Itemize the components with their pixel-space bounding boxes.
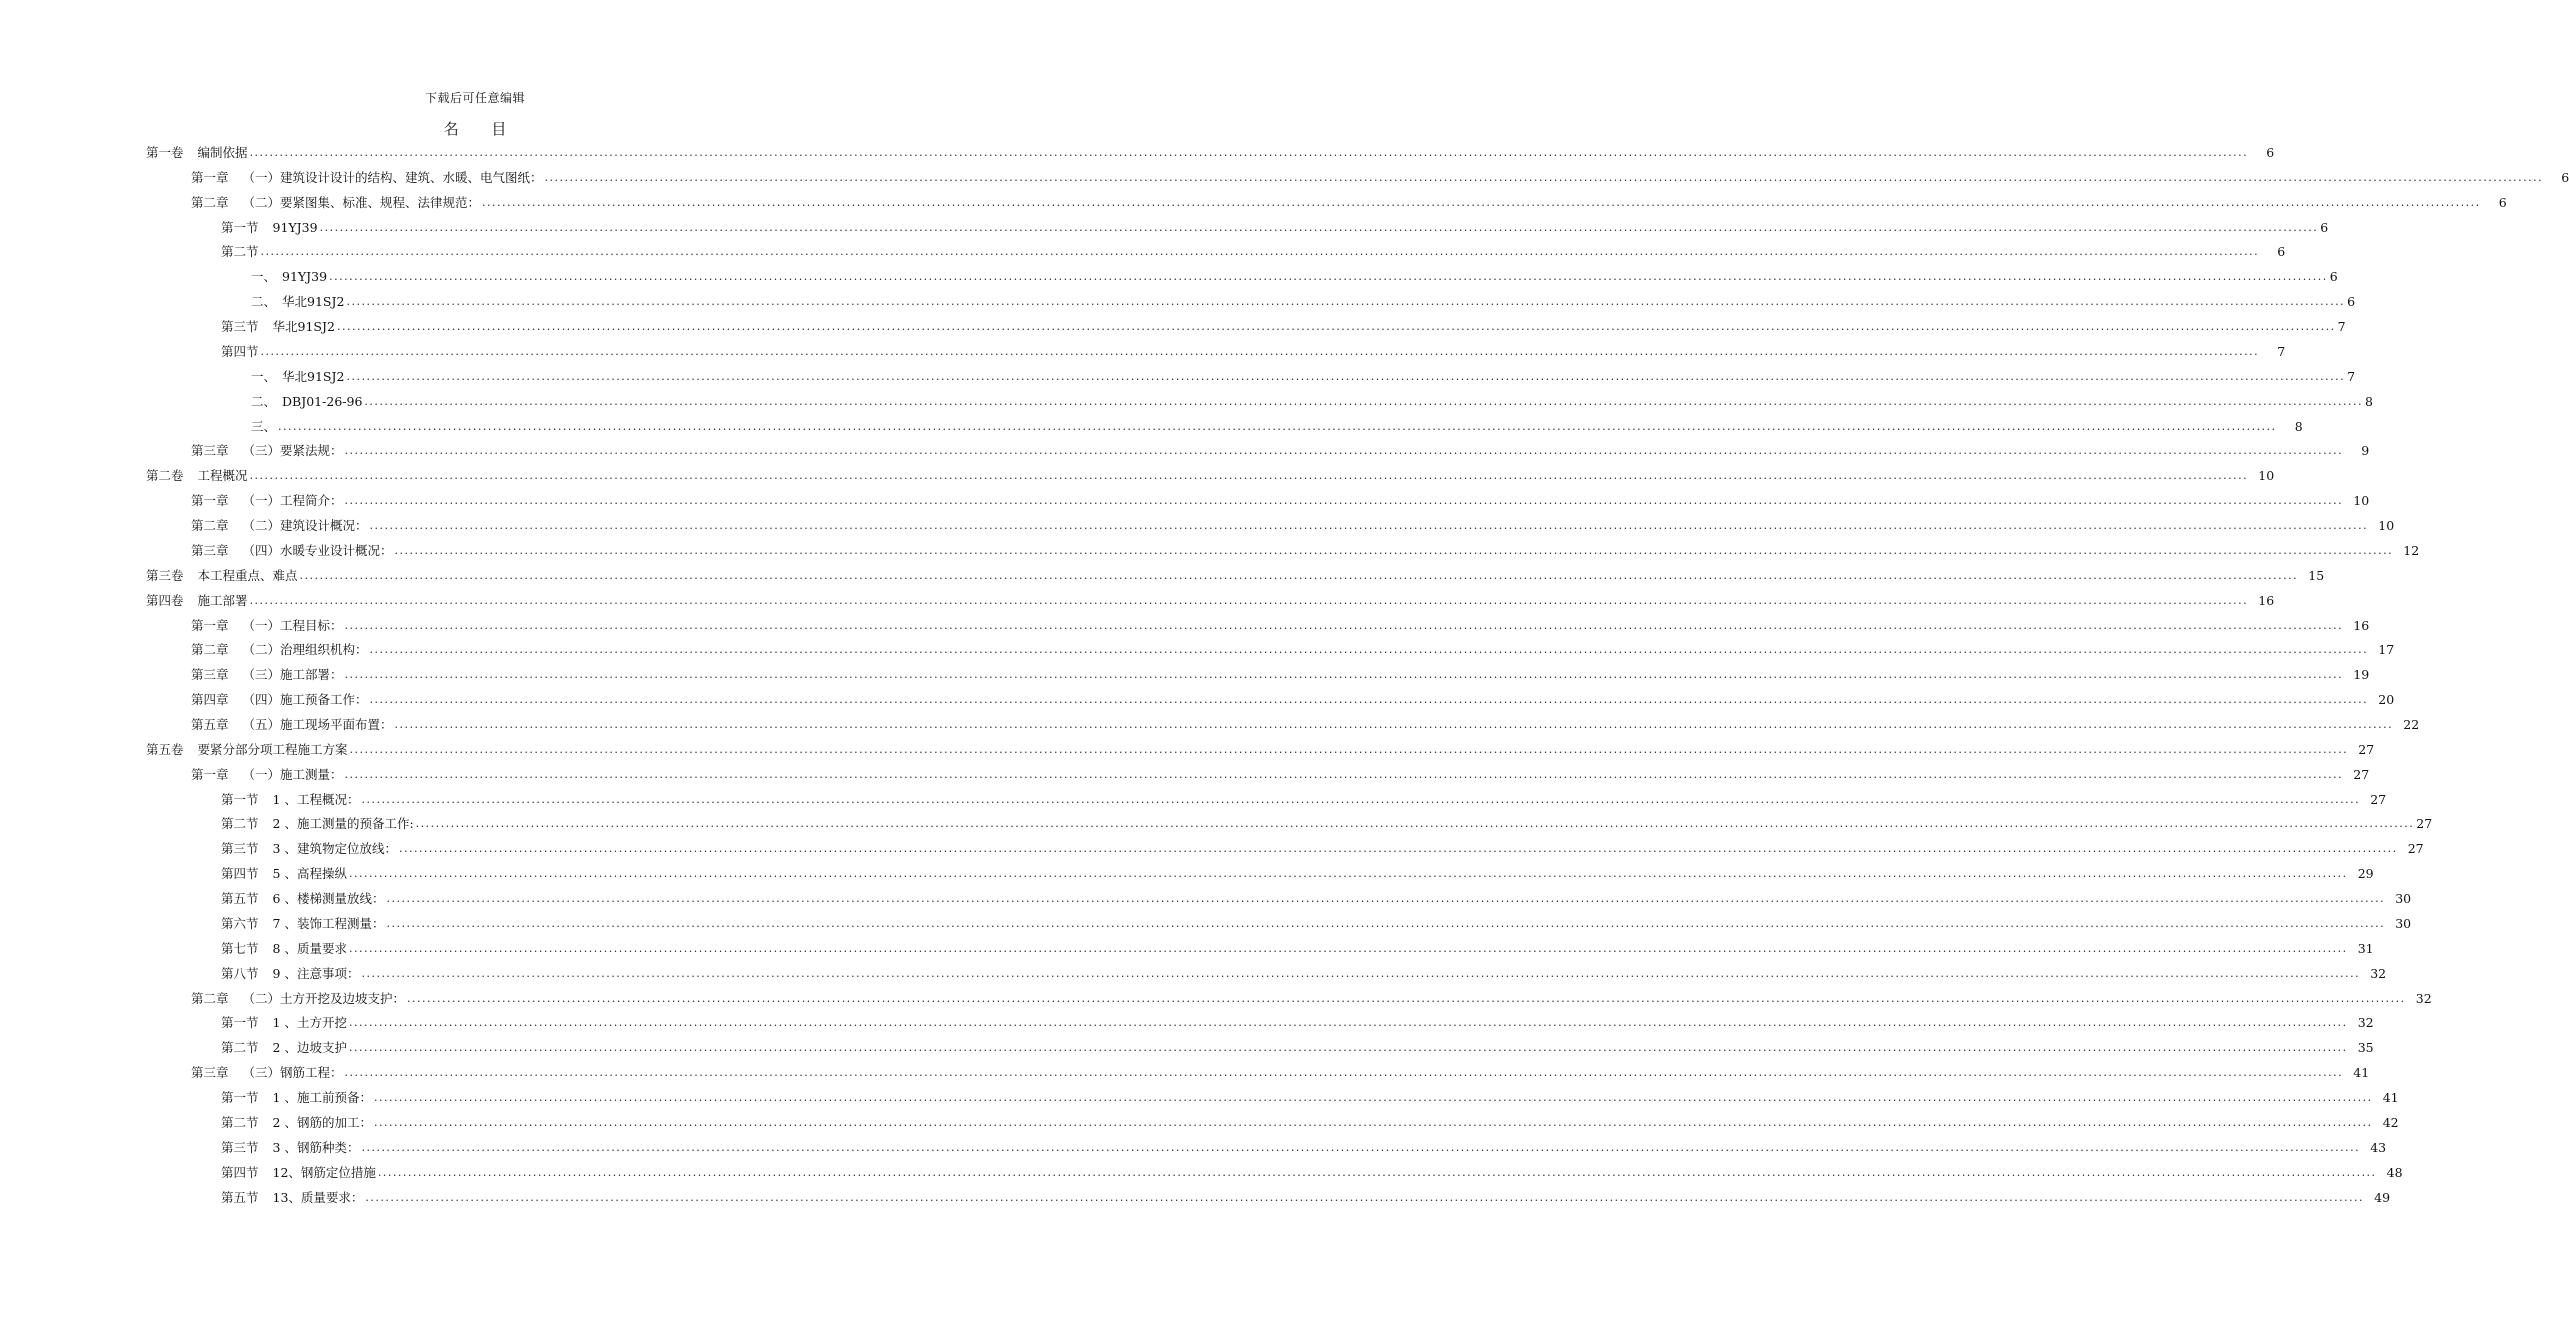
toc-entry[interactable] xyxy=(221,837,2424,861)
toc-entry-label: 第四章 xyxy=(191,692,229,708)
toc-entry-label: 二、 xyxy=(251,393,277,409)
toc-entry-page-number: 41 xyxy=(2382,1090,2399,1106)
toc-entry[interactable] xyxy=(221,887,2412,911)
toc-entry-title: （五）施工现场平面布置： xyxy=(242,717,393,732)
toc-entry[interactable] xyxy=(191,763,2370,787)
toc-entry[interactable] xyxy=(191,663,2370,687)
toc-entry-title: 3 、钢筋种类： xyxy=(272,1139,360,1155)
toc-entry-page-number: 27 xyxy=(2407,841,2424,857)
toc-entry[interactable] xyxy=(191,439,2370,463)
dot-leader: ................................................................................................................................................................................................................................................................................................................................................................................................................ xyxy=(249,593,2249,607)
toc-entry-label: 第五卷 xyxy=(146,741,184,757)
toc-entry-page-number: 16 xyxy=(2353,617,2370,633)
toc-entry[interactable] xyxy=(221,788,2387,812)
toc-entry[interactable] xyxy=(221,1036,2374,1060)
toc-entry-title: 1 、工程概况： xyxy=(272,791,360,807)
toc-entry[interactable] xyxy=(221,1086,2399,1110)
dot-leader: ................................................................................................................................................................................................................................................................................................................................................................................................................ xyxy=(344,494,2344,508)
toc-entry-title: 6 、楼梯测量放线： xyxy=(272,891,385,907)
toc-entry-title: 华北91SJ2 xyxy=(282,368,345,384)
dot-leader: ................................................................................................................................................................................................................................................................................................................................................................................................................ xyxy=(278,419,2277,433)
toc-entry-label: 第一节 xyxy=(221,1090,259,1106)
toc-entry[interactable] xyxy=(221,912,2412,936)
toc-entry[interactable] xyxy=(251,290,2356,314)
toc-entry[interactable] xyxy=(251,265,2338,289)
toc-entry-label: 第八节 xyxy=(221,965,259,981)
toc-entry[interactable] xyxy=(221,1136,2387,1160)
toc-entry-title: 2 、边坡支护 xyxy=(272,1040,347,1056)
dot-leader: ................................................................................................................................................................................................................................................................................................................................................................................................................ xyxy=(361,966,2361,980)
toc-entry-page-number: 10 xyxy=(2353,493,2370,509)
toc-entry-page-number: 27 xyxy=(2353,766,2370,782)
dot-leader: ................................................................................................................................................................................................................................................................................................................................................................................................................ xyxy=(373,1115,2373,1129)
toc-entry-label: 第三节 xyxy=(221,841,259,857)
toc-entry[interactable] xyxy=(146,464,2275,488)
toc-entry-title: 2 、施工测量的预备工作: xyxy=(272,816,414,832)
toc-entry-page-number: 7 xyxy=(2347,368,2356,384)
toc-entry-page-number: 27 xyxy=(2358,741,2375,757)
toc-entry-label: 第三节 xyxy=(221,1139,259,1155)
toc-entry[interactable] xyxy=(191,191,2507,215)
toc-entry-title: （三）要紧法规： xyxy=(242,443,343,459)
dot-leader: ................................................................................................................................................................................................................................................................................................................................................................................................................ xyxy=(407,991,2406,1005)
toc-entry-title: 12、钢筋定位措施 xyxy=(272,1164,376,1180)
toc-entry-page-number: 17 xyxy=(2378,642,2395,658)
toc-entry-title: 编制依据 xyxy=(197,145,248,160)
toc-entry-page-number: 6 xyxy=(2266,145,2275,160)
toc-entry-title: 2 、钢筋的加工： xyxy=(272,1114,372,1130)
dot-leader: ................................................................................................................................................................................................................................................................................................................................................................................................................ xyxy=(386,916,2386,930)
toc-entry-label: 第二节 xyxy=(221,1040,259,1056)
toc-entry-title: 华北91SJ2 xyxy=(282,294,345,310)
toc-entry-title: （三）施工部署： xyxy=(242,667,343,683)
toc-entry-page-number: 41 xyxy=(2353,1065,2370,1081)
toc-entry-title: 9 、注意事项： xyxy=(272,965,360,981)
toc-entry-label: 第一章 xyxy=(191,617,229,633)
toc-entry-title: （四）水暖专业设计概况： xyxy=(242,542,393,558)
dot-leader: ................................................................................................................................................................................................................................................................................................................................................................................................................ xyxy=(373,1091,2373,1105)
toc-entry[interactable] xyxy=(191,688,2395,712)
toc-entry-title: 工程概况 xyxy=(197,468,248,484)
dot-leader: ................................................................................................................................................................................................................................................................................................................................................................................................................ xyxy=(348,1016,2348,1030)
dot-leader: ................................................................................................................................................................................................................................................................................................................................................................................................................ xyxy=(319,220,2319,234)
toc-entry[interactable] xyxy=(221,812,2433,836)
dot-leader: ................................................................................................................................................................................................................................................................................................................................................................................................................ xyxy=(544,170,2544,184)
toc-entry[interactable] xyxy=(221,862,2374,886)
toc-entry[interactable] xyxy=(191,713,2420,737)
toc-entry-label: 第五章 xyxy=(191,717,229,732)
toc-entry-label: 第二章 xyxy=(191,194,229,210)
toc-entry-title: （一）建筑设计设计的结构、建筑、水暖、电气图纸： xyxy=(242,169,543,185)
page-title: 名 目 xyxy=(443,120,521,138)
dot-leader: ................................................................................................................................................................................................................................................................................................................................................................................................................ xyxy=(369,519,2369,533)
toc-entry-page-number: 20 xyxy=(2378,692,2395,708)
toc-entry-page-number: 15 xyxy=(2308,567,2325,583)
toc-entry[interactable] xyxy=(251,390,2373,414)
toc-entry-label: 第四节 xyxy=(221,1164,259,1180)
toc-entry-label: 第一节 xyxy=(221,791,259,807)
toc-entry[interactable] xyxy=(146,564,2325,588)
toc-entry-label: 第二章 xyxy=(191,990,229,1006)
toc-entry-page-number: 12 xyxy=(2403,542,2420,558)
toc-entry-label: 第二节 xyxy=(221,244,259,260)
dot-leader: ................................................................................................................................................................................................................................................................................................................................................................................................................ xyxy=(299,568,2299,582)
toc-entry-label: 第一章 xyxy=(191,169,229,185)
toc-entry-page-number: 6 xyxy=(2347,294,2356,310)
toc-entry-title: （一）工程目标： xyxy=(242,617,343,633)
toc-entry[interactable] xyxy=(221,1161,2403,1185)
dot-leader: ................................................................................................................................................................................................................................................................................................................................................................................................................ xyxy=(348,1041,2348,1055)
toc-entry-label: 第三卷 xyxy=(146,567,184,583)
toc-entry[interactable] xyxy=(221,937,2374,961)
toc-entry-page-number: 29 xyxy=(2357,866,2374,882)
toc-entry[interactable] xyxy=(221,216,2329,240)
toc-entry-page-number: 42 xyxy=(2382,1114,2399,1130)
toc-entry-label: 第二章 xyxy=(191,518,229,534)
toc-entry-page-number: 10 xyxy=(2258,468,2275,484)
toc-entry-page-number: 32 xyxy=(2415,990,2432,1006)
toc-entry[interactable] xyxy=(221,1011,2374,1035)
dot-leader: ................................................................................................................................................................................................................................................................................................................................................................................................................ xyxy=(377,1165,2377,1179)
toc-entry-label: 第四节 xyxy=(221,866,259,882)
toc-entry[interactable] xyxy=(221,315,2346,339)
dot-leader: ................................................................................................................................................................................................................................................................................................................................................................................................................ xyxy=(260,344,2260,358)
toc-entry-label: 第五节 xyxy=(221,1189,259,1205)
dot-leader: ................................................................................................................................................................................................................................................................................................................................................................................................................ xyxy=(364,394,2364,408)
toc-entry-title: （一）施工测量： xyxy=(242,766,343,782)
toc-entry-page-number: 30 xyxy=(2395,915,2412,931)
toc-entry[interactable] xyxy=(191,987,2432,1011)
toc-entry-label: 三、 xyxy=(251,418,277,434)
toc-entry-title: （二）建筑设计概况： xyxy=(242,518,368,534)
dot-leader: ................................................................................................................................................................................................................................................................................................................................................................................................................ xyxy=(329,270,2328,284)
toc-entry[interactable] xyxy=(191,489,2370,513)
toc-entry-page-number: 9 xyxy=(2361,443,2370,459)
toc-entry[interactable] xyxy=(191,614,2370,638)
toc-entry-label: 第二节 xyxy=(221,1114,259,1130)
toc-entry[interactable] xyxy=(191,638,2395,662)
toc-entry-label: 第一节 xyxy=(221,1015,259,1031)
toc-entry-title: 91YJ39 xyxy=(282,269,328,285)
dot-leader: ................................................................................................................................................................................................................................................................................................................................................................................................................ xyxy=(249,469,2249,483)
toc-entry-page-number: 19 xyxy=(2353,667,2370,683)
toc-entry[interactable] xyxy=(191,1061,2370,1085)
toc-entry-page-number: 6 xyxy=(2561,169,2569,185)
toc-entry-title: 1 、施工前预备： xyxy=(272,1090,372,1106)
toc-entry-page-number: 6 xyxy=(2277,244,2286,260)
toc-entry-title: 13、质量要求： xyxy=(272,1189,364,1205)
dot-leader: ................................................................................................................................................................................................................................................................................................................................................................................................................ xyxy=(394,718,2394,731)
dot-leader: ................................................................................................................................................................................................................................................................................................................................................................................................................ xyxy=(398,842,2398,856)
toc-entry[interactable] xyxy=(191,166,2569,190)
toc-entry-label: 第五节 xyxy=(221,891,259,907)
toc-entry-label: 第三章 xyxy=(191,542,229,558)
toc-entry-label: 第七节 xyxy=(221,940,259,956)
toc-entry-page-number: 48 xyxy=(2386,1164,2403,1180)
dot-leader: ................................................................................................................................................................................................................................................................................................................................................................................................................ xyxy=(336,320,2336,334)
page-header: 下载后可任意编辑 xyxy=(424,91,525,105)
toc-entry-page-number: 35 xyxy=(2357,1040,2374,1056)
toc-entry-page-number: 6 xyxy=(2329,269,2338,285)
dot-leader: ................................................................................................................................................................................................................................................................................................................................................................................................................ xyxy=(365,1190,2365,1204)
toc-entry[interactable] xyxy=(221,962,2387,986)
toc-entry-title: 5 、高程操纵 xyxy=(272,866,347,882)
toc-entry-label: 第三章 xyxy=(191,667,229,683)
toc-entry-page-number: 30 xyxy=(2395,891,2412,907)
toc-entry-page-number: 31 xyxy=(2357,940,2374,956)
toc-entry[interactable] xyxy=(221,340,2286,364)
toc-entry[interactable] xyxy=(221,240,2286,264)
toc-entry-page-number: 22 xyxy=(2403,717,2420,732)
toc-entry-label: 一、 xyxy=(251,269,277,285)
dot-leader: ................................................................................................................................................................................................................................................................................................................................................................................................................ xyxy=(394,543,2394,557)
toc-entry-title: 施工部署 xyxy=(197,592,248,608)
toc-entry-label: 第三章 xyxy=(191,1065,229,1081)
toc-entry-label: 第四节 xyxy=(221,343,259,359)
toc-entry-page-number: 27 xyxy=(2370,791,2387,807)
toc-entry-page-number: 32 xyxy=(2357,1015,2374,1031)
dot-leader: ................................................................................................................................................................................................................................................................................................................................................................................................................ xyxy=(344,668,2344,682)
toc-entry-page-number: 27 xyxy=(2416,816,2433,832)
toc-entry-label: 第三节 xyxy=(221,319,259,335)
dot-leader: ................................................................................................................................................................................................................................................................................................................................................................................................................ xyxy=(348,941,2348,955)
toc-entry-title: （三）钢筋工程： xyxy=(242,1065,343,1081)
toc-entry-label: 第二章 xyxy=(191,642,229,658)
dot-leader: ................................................................................................................................................................................................................................................................................................................................................................................................................ xyxy=(348,867,2348,881)
toc-entry-title: 91YJ39 xyxy=(272,219,318,235)
toc-entry-page-number: 49 xyxy=(2374,1189,2391,1205)
toc-entry-title: 要紧分部分项工程施工方案 xyxy=(197,741,348,757)
toc-entry[interactable] xyxy=(221,1186,2391,1210)
dot-leader: ................................................................................................................................................................................................................................................................................................................................................................................................................ xyxy=(349,742,2349,756)
dot-leader: ................................................................................................................................................................................................................................................................................................................................................................................................................ xyxy=(346,295,2346,309)
dot-leader: ................................................................................................................................................................................................................................................................................................................................................................................................................ xyxy=(361,792,2361,806)
dot-leader: ................................................................................................................................................................................................................................................................................................................................................................................................................ xyxy=(482,195,2481,209)
toc-entry-title: 华北91SJ2 xyxy=(272,319,335,335)
toc-entry-label: 第一章 xyxy=(191,493,229,509)
toc-entry-title: 本工程重点、难点 xyxy=(197,567,298,583)
toc-entry-page-number: 8 xyxy=(2294,418,2303,434)
toc-entry-title: （四）施工预备工作： xyxy=(242,692,368,708)
dot-leader: ................................................................................................................................................................................................................................................................................................................................................................................................................ xyxy=(344,1066,2344,1080)
dot-leader: ................................................................................................................................................................................................................................................................................................................................................................................................................ xyxy=(369,643,2369,657)
toc-entry-page-number: 7 xyxy=(2277,343,2286,359)
toc-entry-page-number: 6 xyxy=(2498,194,2507,210)
dot-leader: ................................................................................................................................................................................................................................................................................................................................................................................................................ xyxy=(344,767,2344,781)
dot-leader: ................................................................................................................................................................................................................................................................................................................................................................................................................ xyxy=(344,444,2344,458)
toc-entry-label: 第一卷 xyxy=(146,145,184,160)
toc-entry[interactable] xyxy=(221,1111,2399,1135)
toc-entry-label: 一、 xyxy=(251,368,277,384)
dot-leader: ................................................................................................................................................................................................................................................................................................................................................................................................................ xyxy=(386,892,2386,906)
toc-entry-title: 8 、质量要求 xyxy=(272,940,347,956)
toc-entry-label: 二、 xyxy=(251,294,277,310)
dot-leader: ................................................................................................................................................................................................................................................................................................................................................................................................................ xyxy=(260,245,2260,259)
toc-entry-page-number: 8 xyxy=(2365,393,2373,409)
toc-entry-page-number: 10 xyxy=(2378,518,2395,534)
toc-entry-page-number: 32 xyxy=(2370,965,2387,981)
toc-entry-label: 第二节 xyxy=(221,816,259,832)
toc-entry-title: DBJ01-26-96 xyxy=(282,393,363,409)
toc-entry-label: 第四卷 xyxy=(146,592,184,608)
dot-leader: ................................................................................................................................................................................................................................................................................................................................................................................................................ xyxy=(369,693,2369,707)
toc-entry[interactable] xyxy=(146,589,2275,613)
toc-entry[interactable] xyxy=(146,141,2275,165)
dot-leader: ................................................................................................................................................................................................................................................................................................................................................................................................................ xyxy=(249,146,2249,159)
toc-entry[interactable] xyxy=(251,415,2303,439)
toc-entry-page-number: 6 xyxy=(2320,219,2329,235)
toc-entry[interactable] xyxy=(191,539,2420,563)
dot-leader: ................................................................................................................................................................................................................................................................................................................................................................................................................ xyxy=(346,369,2346,383)
toc-entry-title: （二）土方开挖及边坡支护： xyxy=(242,990,406,1006)
toc-entry-title: （二）治理组织机构： xyxy=(242,642,368,658)
toc-entry-page-number: 43 xyxy=(2370,1139,2387,1155)
toc-entry-title: 3 、建筑物定位放线： xyxy=(272,841,397,857)
toc-entry-label: 第一节 xyxy=(221,219,259,235)
toc-entry-label: 第六节 xyxy=(221,915,259,931)
toc-entry-label: 第一章 xyxy=(191,766,229,782)
toc-entry-label: 第三章 xyxy=(191,443,229,459)
dot-leader: ................................................................................................................................................................................................................................................................................................................................................................................................................ xyxy=(415,817,2415,831)
dot-leader: ................................................................................................................................................................................................................................................................................................................................................................................................................ xyxy=(344,618,2344,632)
toc-entry-title: （一）工程简介： xyxy=(242,493,343,509)
toc-entry[interactable] xyxy=(191,514,2395,538)
dot-leader: ................................................................................................................................................................................................................................................................................................................................................................................................................ xyxy=(361,1140,2361,1154)
toc-entry-title: 1 、土方开挖 xyxy=(272,1015,347,1031)
toc-entry-title: 7 、装饰工程测量： xyxy=(272,915,385,931)
toc-entry-page-number: 7 xyxy=(2337,319,2346,335)
toc-entry[interactable] xyxy=(146,738,2375,762)
toc-entry-label: 第二卷 xyxy=(146,468,184,484)
toc-entry[interactable] xyxy=(251,365,2356,389)
toc-entry-title: （二）要紧图集、标准、规程、法律规范： xyxy=(242,194,481,210)
toc-entry-page-number: 16 xyxy=(2258,592,2275,608)
